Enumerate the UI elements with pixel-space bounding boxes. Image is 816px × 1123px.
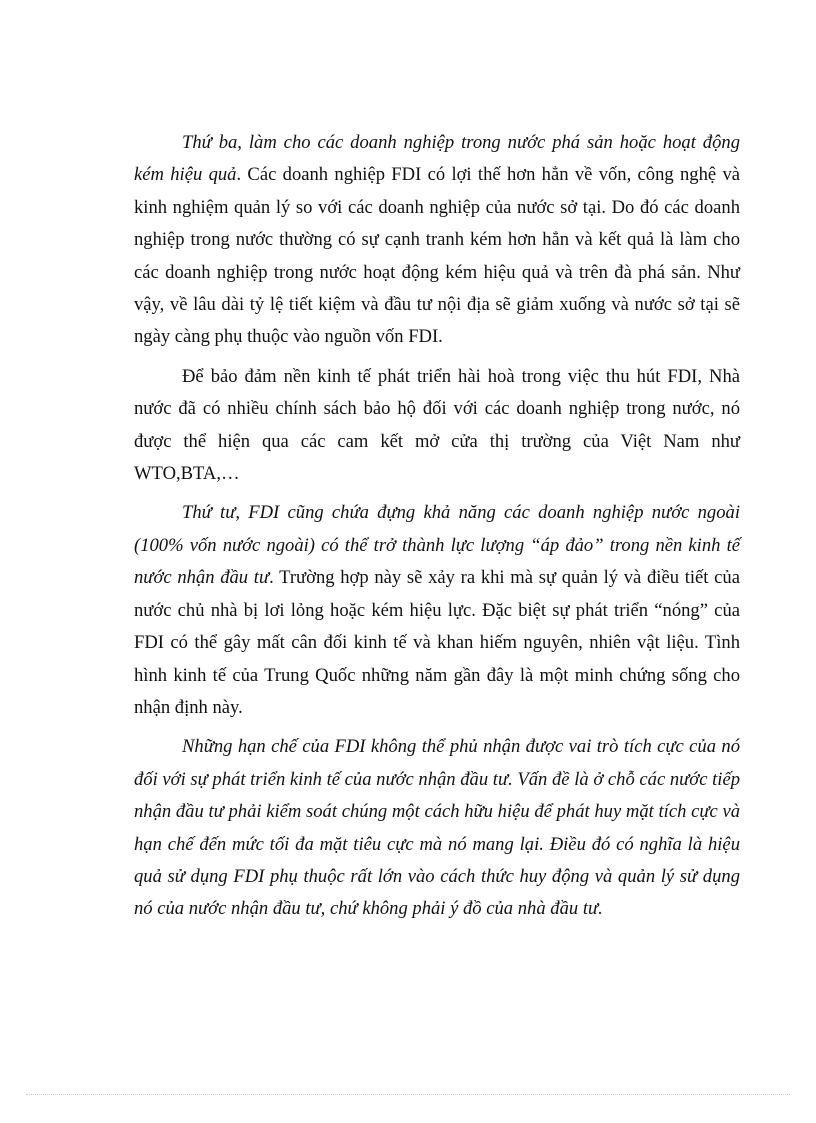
page-bottom-dotted-rule <box>26 1094 790 1095</box>
paragraph-4 <box>134 731 740 925</box>
paragraph-4-italic-lead: Những hạn chế của FDI không thể phủ nhận được vai trò tích cực của nó đối với sự phát triển kinh tế của nước nhận đầu tư. Vấn đề là ở chỗ các nước tiếp nhận đầu tư phải kiểm soát chúng một cách hữu hiệu để phát huy mặt tích cực và hạn chế đến mức tối đa mặt tiêu cực mà nó mang lại. Điều đó có nghĩa là hiệu quả sử dụng FDI phụ thuộc rất lớn vào cách thức huy động và quản lý sử dụng nó của nước nhận đầu tư, chứ không phải ý đồ của nhà đầu tư. <box>134 736 740 920</box>
document-body <box>134 127 740 933</box>
paragraph-1 <box>134 127 740 354</box>
paragraph-1-italic-lead: Thứ ba, làm cho các doanh nghiệp trong nước phá sản hoặc hoạt động kém hiệu quả <box>134 132 740 186</box>
paragraph-1-text: . Các doanh nghiệp FDI có lợi thế hơn hẳn về vốn, công nghệ và kinh nghiệm quản lý so với các doanh nghiệp của nước sở tại. Do đó các doanh nghiệp trong nước thường có sự cạnh tranh kém hơn hẳn và kết quả là làm cho các doanh nghiệp trong nước hoạt động kém hiệu quả và trên đà phá sản. Như vậy, về lâu dài tỷ lệ tiết kiệm và đầu tư nội địa sẽ giảm xuống và nước sở tại sẽ ngày càng phụ thuộc vào nguồn vốn FDI. <box>134 164 740 348</box>
paragraph-3-italic-lead: Thứ tư, FDI cũng chứa đựng khả năng các doanh nghiệp nước ngoài (100% vốn nước ngoài) có thể trở thành lực lượng “áp đảo” trong nền kinh tế nước nhận đầu tư <box>134 502 740 589</box>
paragraph-2-text: Để bảo đảm nền kinh tế phát triển hài hoà trong việc thu hút FDI, Nhà nước đã có nhiều chính sách bảo hộ đối với các doanh nghiệp trong nước, nó được thể hiện qua các cam kết mở cửa thị trường của Việt Nam như WTO,BTA,… <box>134 365 740 485</box>
paragraph-3-text: . Trường hợp này sẽ xảy ra khi mà sự quản lý và điều tiết của nước chủ nhà bị lơi lỏng hoặc kém hiệu lực. Đặc biệt sự phát triển “nóng” của FDI có thể gây mất cân đối kinh tế và khan hiếm nguyên, nhiên vật liệu. Tình hình kinh tế của Trung Quốc những năm gần đây là một minh chứng sống cho nhận định này. <box>134 567 740 718</box>
paragraph-2 <box>134 361 740 491</box>
paragraph-3 <box>134 497 740 724</box>
